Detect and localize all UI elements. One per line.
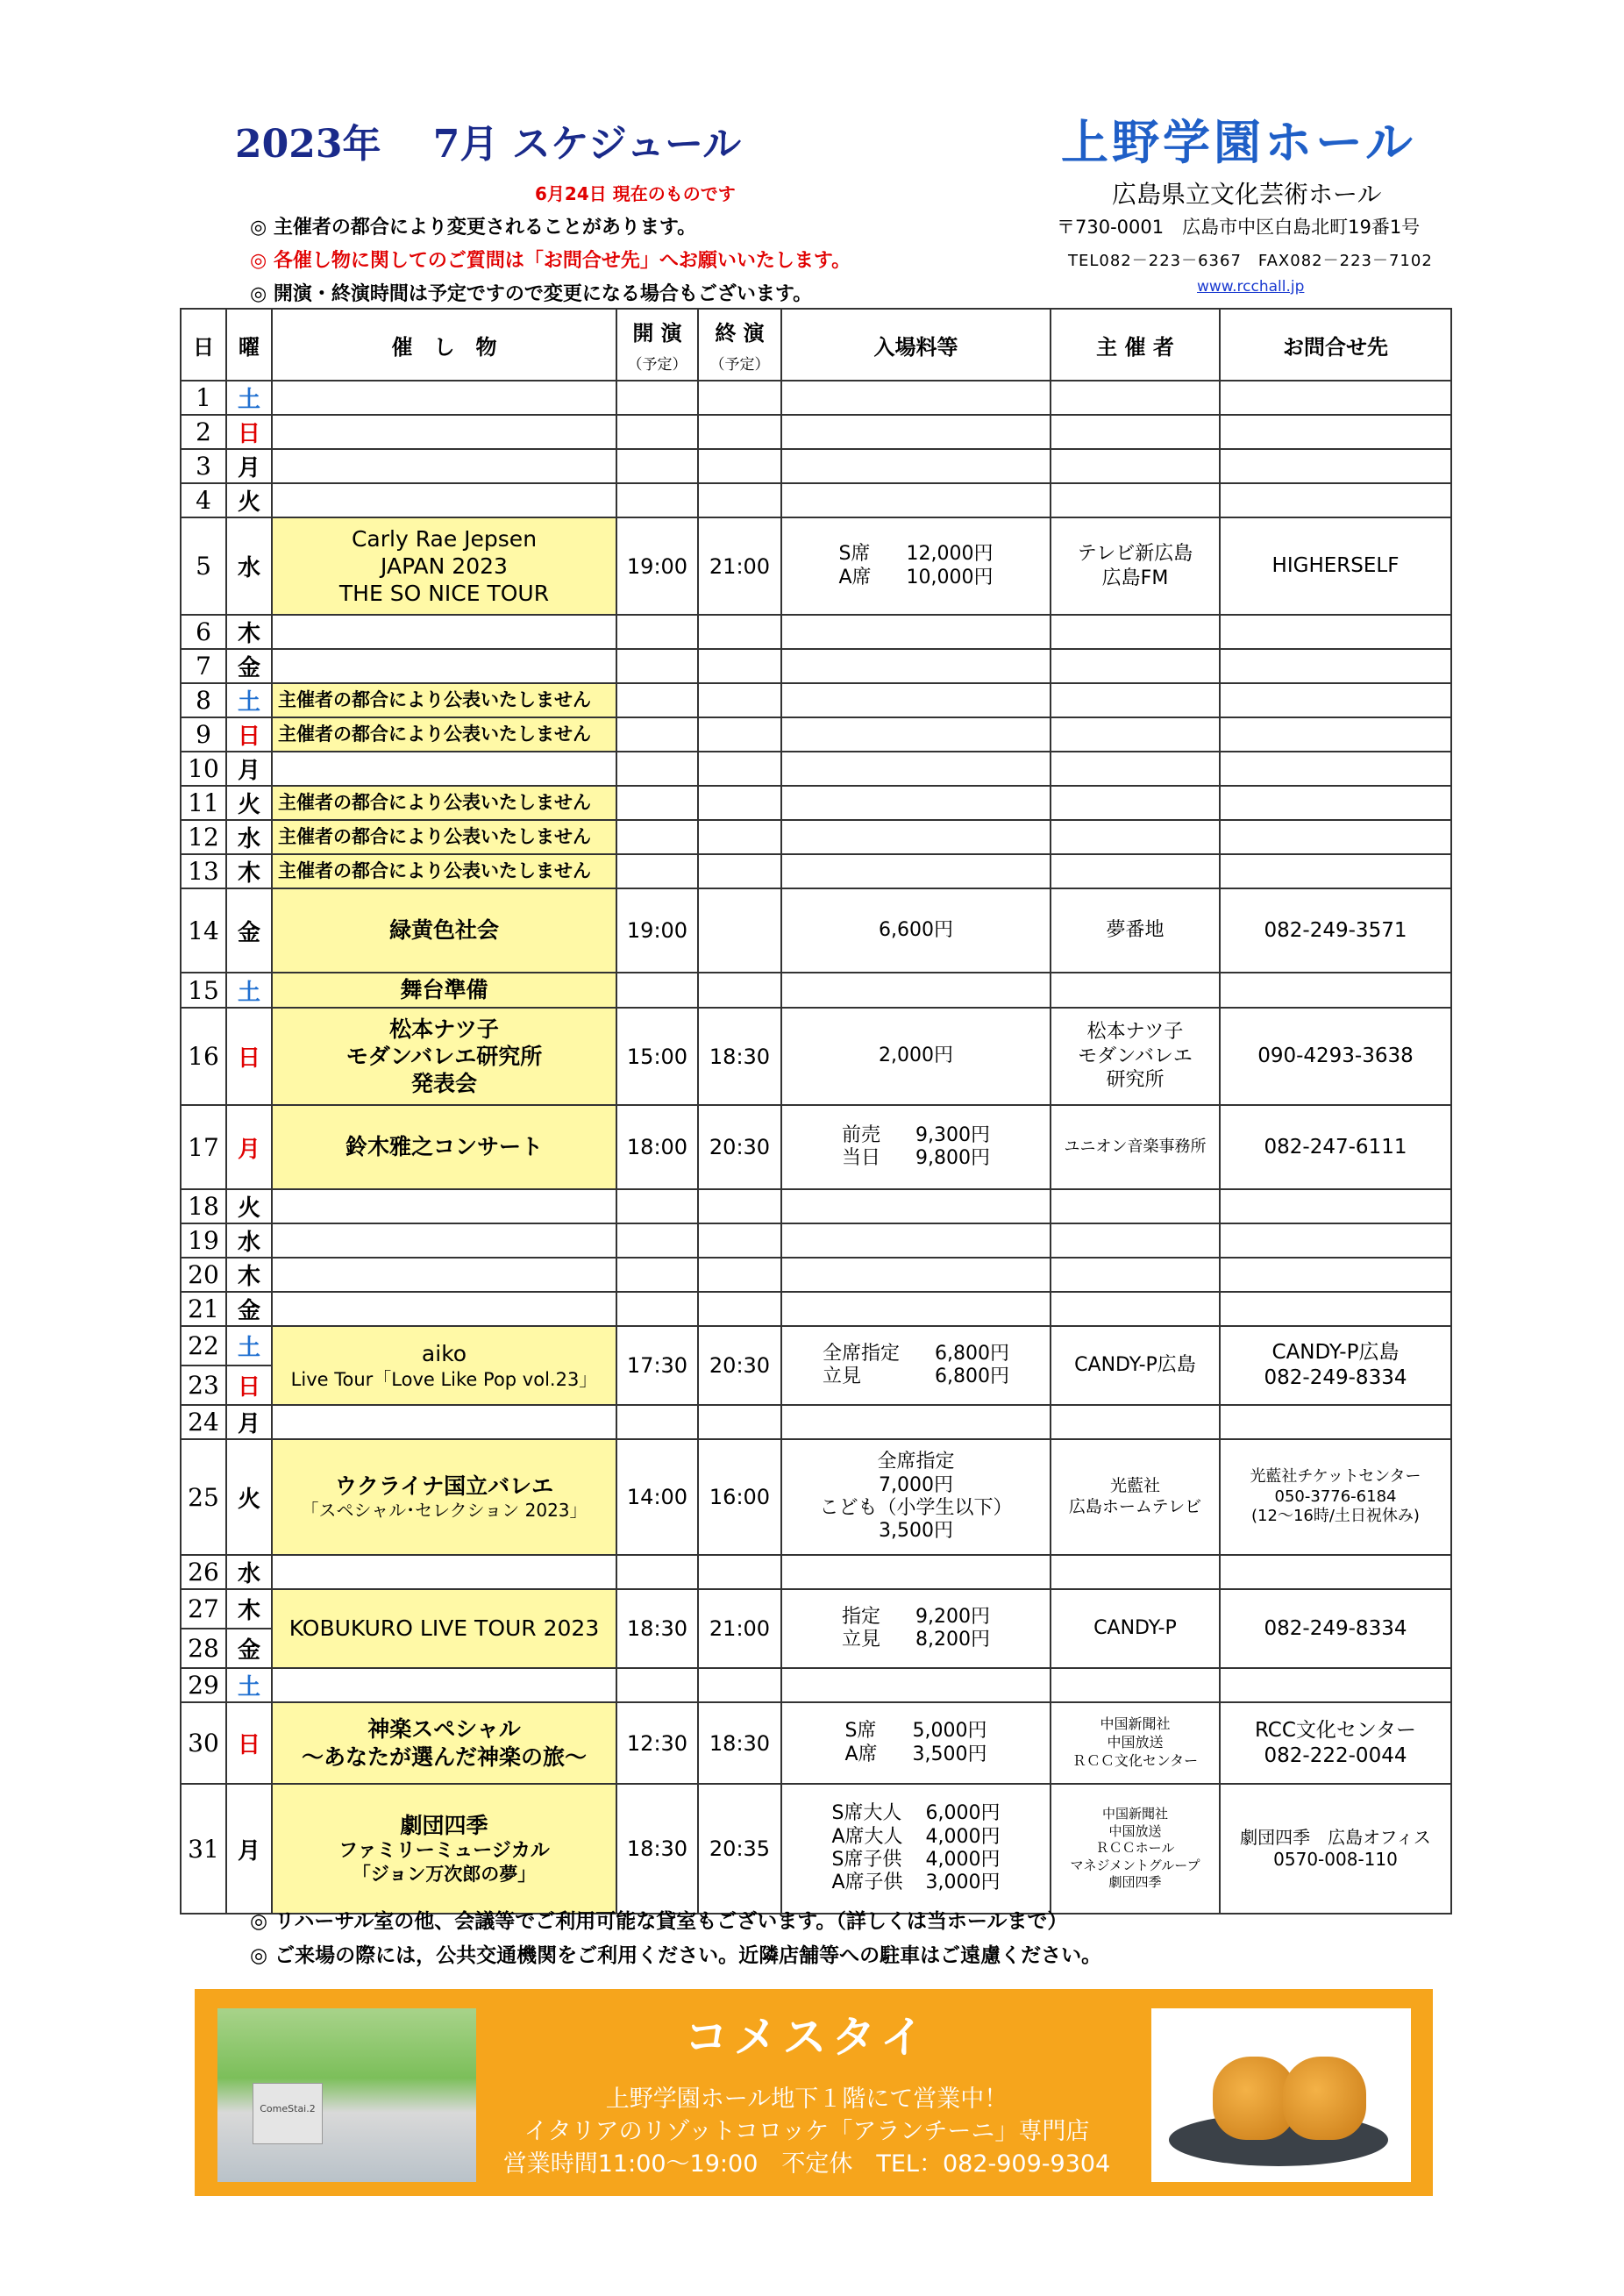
organizer-cell: 光藍社 広島ホームテレビ [1051, 1439, 1220, 1555]
header-organizer: 主 催 者 [1051, 309, 1220, 381]
dow-cell: 木 [226, 615, 272, 649]
dow-cell: 月 [226, 1405, 272, 1439]
contact-cell: 082-247-6111 [1220, 1105, 1451, 1189]
dow-cell: 月 [226, 1105, 272, 1189]
day-cell: 12 [181, 820, 226, 854]
dow-cell: 火 [226, 786, 272, 820]
dow-cell: 月 [226, 1784, 272, 1914]
fee-cell: 全席指定 7,000円 こども（小学生以下） 3,500円 [781, 1439, 1051, 1555]
start-time: 19:00 [616, 517, 698, 615]
organizer-cell: CANDY-P広島 [1051, 1326, 1220, 1405]
dow-cell: 土 [226, 1668, 272, 1702]
event-cell: KOBUKURO LIVE TOUR 2023 [272, 1589, 616, 1668]
organizer-cell: 中国新聞社 中国放送 ＲＣＣホール マネジメントグループ 劇団四季 [1051, 1784, 1220, 1914]
contact-cell: 082-249-3571 [1220, 888, 1451, 973]
table-row [181, 517, 1451, 615]
start-time: 18:30 [616, 1589, 698, 1668]
event-cell: 鈴木雅之コンサート [272, 1105, 616, 1189]
header-contact: お問合せ先 [1220, 309, 1451, 381]
banner-line-3: 営業時間11:00～19:00 不定休 TEL：082-909-9304 [502, 2150, 1111, 2178]
fee-cell: 前売 9,300円 当日 9,800円 [781, 1105, 1051, 1189]
hall-telfax: TEL082－223－6367 FAX082－223－7102 [1068, 252, 1433, 270]
contact-cell: 劇団四季 広島オフィス 0570-008-110 [1220, 1784, 1451, 1914]
table-row [181, 973, 1451, 1008]
day-cell: 31 [181, 1784, 226, 1914]
schedule-table [180, 308, 1452, 1915]
banner-title: コメスタイ [684, 2012, 930, 2063]
day-cell: 17 [181, 1105, 226, 1189]
fee-cell: 全席指定 6,800円 立見 6,800円 [781, 1326, 1051, 1405]
dow-cell: 土 [226, 973, 272, 1008]
end-time: 21:00 [698, 1589, 781, 1668]
as-of-date: 6月24日 現在のものです [535, 183, 736, 204]
table-row [181, 381, 1451, 415]
table-row [181, 888, 1451, 973]
dow-cell: 日 [226, 717, 272, 752]
start-time: 18:00 [616, 1105, 698, 1189]
end-time: 20:30 [698, 1326, 781, 1405]
dow-cell: 土 [226, 1326, 272, 1365]
contact-cell: 082-249-8334 [1220, 1589, 1451, 1668]
dow-cell: 日 [226, 415, 272, 449]
table-row [181, 615, 1451, 649]
day-cell: 8 [181, 683, 226, 717]
dow-cell: 木 [226, 1589, 272, 1629]
day-cell: 14 [181, 888, 226, 973]
organizer-cell: 夢番地 [1051, 888, 1220, 973]
dow-cell: 水 [226, 820, 272, 854]
table-row [181, 1589, 1451, 1629]
hall-logo: 上野学園ホール [1061, 115, 1416, 170]
table-row [181, 1105, 1451, 1189]
table-row [181, 854, 1451, 888]
event-cell: 緑黄色社会 [272, 888, 616, 973]
day-cell: 3 [181, 449, 226, 483]
dow-cell: 土 [226, 381, 272, 415]
header-start: 開 演 （予定） [616, 309, 698, 381]
start-time: 18:30 [616, 1784, 698, 1914]
table-row [181, 717, 1451, 752]
organizer-cell: 松本ナツ子 モダンバレエ 研究所 [1051, 1008, 1220, 1105]
header-event: 催 し 物 [272, 309, 616, 381]
start-time: 15:00 [616, 1008, 698, 1105]
contact-cell: HIGHERSELF [1220, 517, 1451, 615]
day-cell: 1 [181, 381, 226, 415]
table-row [181, 449, 1451, 483]
header-day: 日 [181, 309, 226, 381]
day-cell: 7 [181, 649, 226, 683]
event-cell: Carly Rae Jepsen JAPAN 2023 THE SO NICE TOUR [272, 517, 616, 615]
end-time: 20:35 [698, 1784, 781, 1914]
organizer-cell: ユニオン音楽事務所 [1051, 1105, 1220, 1189]
hall-address: 〒730-0001 広島市中区白島北町19番1号 [1057, 217, 1421, 238]
day-cell: 29 [181, 1668, 226, 1702]
day-cell: 23 [181, 1365, 226, 1405]
table-row [181, 1258, 1451, 1292]
banner-line-1: 上野学園ホール地下１階にて営業中！ [605, 2086, 1008, 2113]
event-cell: 劇団四季 ファミリーミュージカル 「ジョン万次郎の夢」 [272, 1784, 616, 1914]
arancini-photo [1151, 2008, 1411, 2182]
day-cell: 30 [181, 1702, 226, 1784]
dow-cell: 日 [226, 1008, 272, 1105]
table-row [181, 1555, 1451, 1589]
day-cell: 21 [181, 1292, 226, 1326]
organizer-cell: 中国新聞社 中国放送 ＲＣＣ文化センター [1051, 1702, 1220, 1784]
fee-cell: S席 5,000円 A席 3,500円 [781, 1702, 1051, 1784]
dow-cell: 金 [226, 649, 272, 683]
contact-cell: 光藍社チケットセンター 050-3776-6184 (12～16時/土日祝休み) [1220, 1439, 1451, 1555]
day-cell: 2 [181, 415, 226, 449]
table-row [181, 1008, 1451, 1105]
day-cell: 25 [181, 1439, 226, 1555]
event-cell: 主催者の都合により公表いたしません [272, 786, 616, 820]
end-time: 20:30 [698, 1105, 781, 1189]
day-cell: 11 [181, 786, 226, 820]
dow-cell: 火 [226, 1189, 272, 1223]
dow-cell: 水 [226, 517, 272, 615]
fee-cell: S席 12,000円 A席 10,000円 [781, 517, 1051, 615]
end-time: 18:30 [698, 1702, 781, 1784]
table-row [181, 1292, 1451, 1326]
day-cell: 10 [181, 752, 226, 786]
start-time: 14:00 [616, 1439, 698, 1555]
dow-cell: 金 [226, 1629, 272, 1668]
dow-cell: 月 [226, 449, 272, 483]
contact-cell: 090-4293-3638 [1220, 1008, 1451, 1105]
event-cell: 主催者の都合により公表いたしません [272, 683, 616, 717]
contact-cell: RCC文化センター 082-222-0044 [1220, 1702, 1451, 1784]
day-cell: 27 [181, 1589, 226, 1629]
note-times: ◎ 開演・終演時間は予定ですので変更になる場合もございます。 [250, 283, 813, 305]
footer-note-rooms: ◎ リハーサル室の他、会議等でご利用可能な貸室もございます。（詳しくは当ホールまで） [250, 1910, 1068, 1933]
start-time: 12:30 [616, 1702, 698, 1784]
day-cell: 6 [181, 615, 226, 649]
header-dow: 曜 [226, 309, 272, 381]
day-cell: 15 [181, 973, 226, 1008]
organizer-cell: CANDY-P [1051, 1589, 1220, 1668]
storefront-photo [217, 2008, 476, 2182]
end-time: 18:30 [698, 1008, 781, 1105]
dow-cell: 金 [226, 888, 272, 973]
dow-cell: 木 [226, 1258, 272, 1292]
dow-cell: 土 [226, 683, 272, 717]
table-row [181, 786, 1451, 820]
page-title: 2023年 7月 スケジュール [235, 122, 742, 167]
table-row [181, 1405, 1451, 1439]
fee-cell: 2,000円 [781, 1008, 1051, 1105]
table-row [181, 752, 1451, 786]
table-row [181, 820, 1451, 854]
table-row [181, 1189, 1451, 1223]
dow-cell: 月 [226, 752, 272, 786]
dow-cell: 金 [226, 1292, 272, 1326]
header-end: 終 演 （予定） [698, 309, 781, 381]
organizer-cell: テレビ新広島 広島FM [1051, 517, 1220, 615]
table-row [181, 1702, 1451, 1784]
start-time: 19:00 [616, 888, 698, 973]
event-cell: 舞台準備 [272, 973, 616, 1008]
table-row [181, 483, 1451, 517]
end-time: 16:00 [698, 1439, 781, 1555]
table-row [181, 1223, 1451, 1258]
day-cell: 20 [181, 1258, 226, 1292]
dow-cell: 火 [226, 483, 272, 517]
table-row [181, 1668, 1451, 1702]
dow-cell: 日 [226, 1702, 272, 1784]
table-row [181, 683, 1451, 717]
table-row [181, 1439, 1451, 1555]
hall-url-link[interactable]: www.rcchall.jp [1197, 278, 1305, 296]
event-cell: 主催者の都合により公表いたしません [272, 820, 616, 854]
day-cell: 22 [181, 1326, 226, 1365]
table-row [181, 1784, 1451, 1914]
day-cell: 19 [181, 1223, 226, 1258]
start-time: 17:30 [616, 1326, 698, 1405]
event-cell: 主催者の都合により公表いたしません [272, 854, 616, 888]
table-row [181, 649, 1451, 683]
footer-note-transport: ◎ ご来場の際には，公共交通機関をご利用ください。近隣店舗等への駐車はご遠慮ください。 [250, 1944, 1102, 1967]
day-cell: 26 [181, 1555, 226, 1589]
header-fee: 入場料等 [781, 309, 1051, 381]
day-cell: 16 [181, 1008, 226, 1105]
event-cell: aiko Live Tour「Love Like Pop vol.23」 [272, 1326, 616, 1405]
dow-cell: 日 [226, 1365, 272, 1405]
table-row [181, 1326, 1451, 1365]
event-cell: 松本ナツ子 モダンバレエ研究所 発表会 [272, 1008, 616, 1105]
arancini-shape [1283, 2057, 1366, 2140]
day-cell: 4 [181, 483, 226, 517]
shop-sign: ComeStai.2 [253, 2083, 323, 2144]
fee-cell: S席大人 6,000円 A席大人 4,000円 S席子供 4,000円 A席子供 3,000円 [781, 1784, 1051, 1914]
day-cell: 9 [181, 717, 226, 752]
note-inquiry: ◎ 各催し物に関してのご質問は「お問合せ先」へお願いいたします。 [250, 250, 851, 272]
dow-cell: 水 [226, 1555, 272, 1589]
dow-cell: 水 [226, 1223, 272, 1258]
fee-cell: 指定 9,200円 立見 8,200円 [781, 1589, 1051, 1668]
day-cell: 24 [181, 1405, 226, 1439]
table-row [181, 415, 1451, 449]
hall-name: 広島県立文化芸術ホール [1112, 180, 1382, 209]
fee-cell: 6,600円 [781, 888, 1051, 973]
dow-cell: 火 [226, 1439, 272, 1555]
day-cell: 18 [181, 1189, 226, 1223]
table-header-row [181, 309, 1451, 381]
day-cell: 28 [181, 1629, 226, 1668]
note-change: ◎ 主催者の都合により変更されることがあります。 [250, 217, 697, 239]
day-cell: 13 [181, 854, 226, 888]
banner-line-2: イタリアのリゾットコロッケ「アランチーニ」専門店 [524, 2118, 1090, 2145]
event-cell: ウクライナ国立バレエ 「スペシャル･セレクション 2023」 [272, 1439, 616, 1555]
contact-cell: CANDY-P広島 082-249-8334 [1220, 1326, 1451, 1405]
day-cell: 5 [181, 517, 226, 615]
event-cell: 主催者の都合により公表いたしません [272, 717, 616, 752]
dow-cell: 木 [226, 854, 272, 888]
end-time: 21:00 [698, 517, 781, 615]
event-cell: 神楽スペシャル ～あなたが選んだ神楽の旅～ [272, 1702, 616, 1784]
